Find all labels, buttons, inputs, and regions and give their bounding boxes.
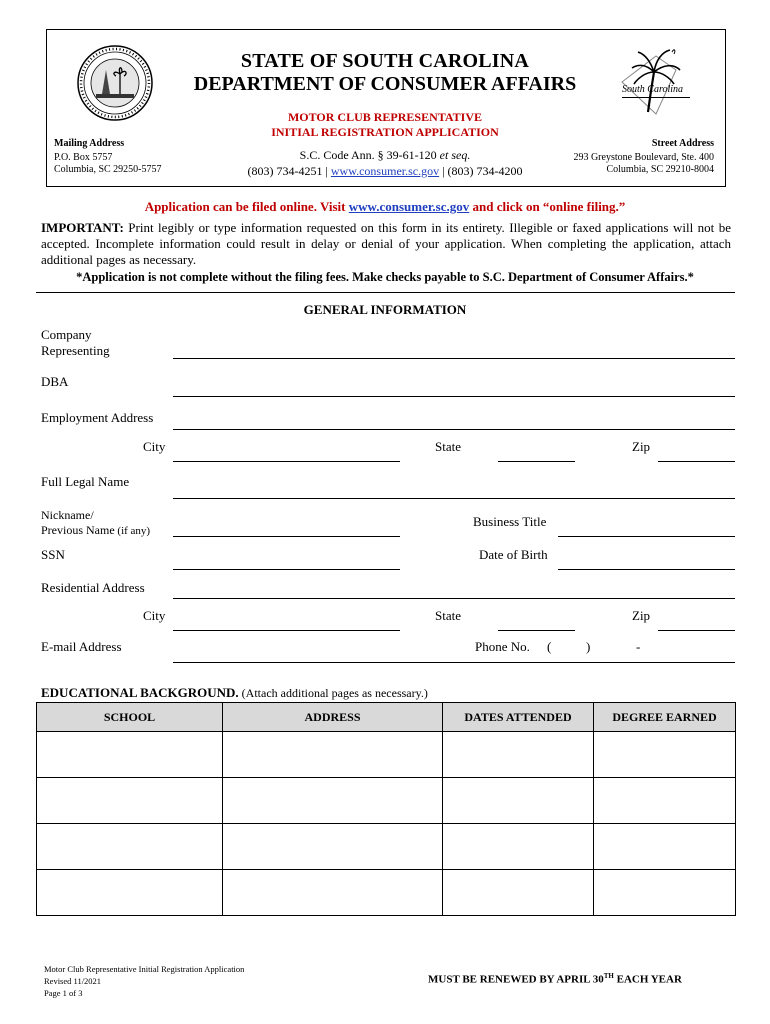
form-title-line1: MOTOR CLUB REPRESENTATIVE [287, 110, 483, 124]
address-cell[interactable] [223, 824, 443, 870]
business-title-label: Business Title [473, 514, 547, 529]
degree-cell[interactable] [594, 732, 736, 778]
school-cell[interactable] [37, 824, 223, 870]
column-dates-attended: DATES ATTENDED [443, 703, 594, 732]
phone-number-input[interactable] [400, 662, 735, 663]
address-cell[interactable] [223, 870, 443, 916]
dates-cell[interactable] [443, 870, 594, 916]
education-heading-line [41, 685, 428, 701]
general-information-heading: GENERAL INFORMATION [303, 302, 467, 317]
ssn-label: SSN [41, 547, 65, 562]
mailing-address-line2: Columbia, SC 29250-5757 [54, 164, 162, 175]
nickname-label-line1: Nickname/ [41, 508, 94, 522]
employment-state-label: State [435, 439, 461, 454]
dba-label: DBA [41, 374, 69, 389]
online-prefix: Application can be filed online. Visit [144, 199, 349, 214]
filing-fees-notice: *Application is not complete without the filing fees. Make checks payable to S.C. Department of Consumer Affairs.* [76, 270, 694, 284]
phone-number-label: Phone No. [475, 639, 530, 654]
table-row [37, 824, 736, 870]
degree-cell[interactable] [594, 824, 736, 870]
mailing-address-heading: Mailing Address [54, 138, 125, 149]
full-legal-name-input[interactable] [173, 498, 735, 499]
employment-city-label: City [143, 439, 166, 454]
dates-cell[interactable] [443, 824, 594, 870]
employment-zip-label: Zip [632, 439, 651, 454]
education-note: (Attach additional pages as necessary.) [238, 686, 428, 700]
online-filing-link[interactable]: www.consumer.sc.gov [348, 199, 470, 214]
important-text: Print legibly or type information requested on this form in its entirety. Illegible or faxed applications will not be accepted. Incomplete information could result in delay or denial of your application. When completing the application, attach additional pages as necessary. [41, 220, 731, 267]
renewal-notice [428, 972, 682, 986]
state-title: STATE OF SOUTH CAROLINA [240, 50, 530, 72]
footer-form-name: Motor Club Representative Initial Registration Application [44, 964, 245, 974]
street-address-line1: 293 Greystone Boulevard, Ste. 400 [573, 152, 714, 163]
important-paragraph [41, 220, 731, 268]
education-table [36, 702, 736, 916]
renewal-prefix: MUST BE RENEWED BY APRIL 30 [428, 973, 604, 986]
street-address-heading: Street Address [651, 138, 714, 149]
logo-text: South Carolina [622, 84, 684, 95]
table-row [37, 778, 736, 824]
dba-input[interactable] [173, 396, 735, 397]
dates-cell[interactable] [443, 778, 594, 824]
address-cell[interactable] [223, 778, 443, 824]
nickname-label-line2 [41, 522, 150, 539]
residential-state-input[interactable] [498, 630, 575, 631]
renewal-suffix: EACH YEAR [613, 973, 682, 986]
residential-zip-input[interactable] [658, 630, 735, 631]
company-input[interactable] [173, 358, 735, 359]
nickname-label-text: Previous Name [41, 523, 115, 537]
education-heading: EDUCATIONAL BACKGROUND. [41, 685, 239, 700]
education-header-row [37, 703, 736, 732]
phone-left: (803) 734-4251 | [247, 164, 331, 178]
table-row [37, 732, 736, 778]
phone-open-paren: ( [547, 639, 552, 654]
school-cell[interactable] [37, 732, 223, 778]
important-label: IMPORTANT: [41, 220, 124, 235]
employment-city-input[interactable] [173, 461, 400, 462]
footer-revised: Revised 11/2021 [44, 976, 102, 986]
logo-underline [622, 97, 690, 98]
degree-cell[interactable] [594, 778, 736, 824]
email-address-input[interactable] [173, 662, 400, 663]
residential-zip-label: Zip [632, 608, 651, 623]
online-filing-notice [0, 199, 770, 215]
ssn-input[interactable] [173, 569, 400, 570]
online-suffix: and click on “online filing.” [469, 199, 626, 214]
form-title-line2: INITIAL REGISTRATION APPLICATION [271, 125, 499, 139]
residential-address-label: Residential Address [41, 580, 145, 595]
degree-cell[interactable] [594, 870, 736, 916]
department-title: DEPARTMENT OF CONSUMER AFFAIRS [193, 73, 577, 95]
column-degree-earned: DEGREE EARNED [594, 703, 736, 732]
phone-right: | (803) 734-4200 [439, 164, 523, 178]
residential-city-input[interactable] [173, 630, 400, 631]
residential-city-label: City [143, 608, 166, 623]
residential-state-label: State [435, 608, 461, 623]
footer-left [44, 963, 244, 999]
address-cell[interactable] [223, 732, 443, 778]
residential-address-input[interactable] [173, 598, 735, 599]
phone-dash: - [636, 639, 641, 654]
mailing-address-line1: P.O. Box 5757 [54, 152, 113, 163]
code-etseq: et seq. [439, 148, 471, 162]
full-legal-name-label: Full Legal Name [41, 474, 130, 489]
table-row [37, 870, 736, 916]
employment-state-input[interactable] [498, 461, 575, 462]
employment-zip-input[interactable] [658, 461, 735, 462]
school-cell[interactable] [37, 870, 223, 916]
date-of-birth-label: Date of Birth [479, 547, 548, 562]
column-address: ADDRESS [223, 703, 443, 732]
employment-address-label: Employment Address [41, 410, 154, 425]
dates-cell[interactable] [443, 732, 594, 778]
renewal-sup: TH [603, 972, 614, 980]
street-address-line2: Columbia, SC 29210-8004 [606, 164, 714, 175]
company-label-line2: Representing [41, 343, 110, 358]
nickname-input[interactable] [173, 536, 400, 537]
column-school: SCHOOL [37, 703, 223, 732]
website-link[interactable]: www.consumer.sc.gov [330, 164, 440, 178]
code-text: S.C. Code Ann. § 39-61-120 [299, 148, 440, 162]
footer-page-number: Page 1 of 3 [44, 988, 83, 998]
nickname-if-any: (if any) [114, 525, 151, 537]
employment-address-input[interactable] [173, 429, 735, 430]
email-address-label: E-mail Address [41, 639, 122, 654]
school-cell[interactable] [37, 778, 223, 824]
divider [36, 292, 735, 293]
company-label-line1: Company [41, 327, 92, 342]
business-title-input[interactable] [558, 536, 735, 537]
phone-close-paren: ) [586, 639, 591, 654]
date-of-birth-input[interactable] [558, 569, 735, 570]
